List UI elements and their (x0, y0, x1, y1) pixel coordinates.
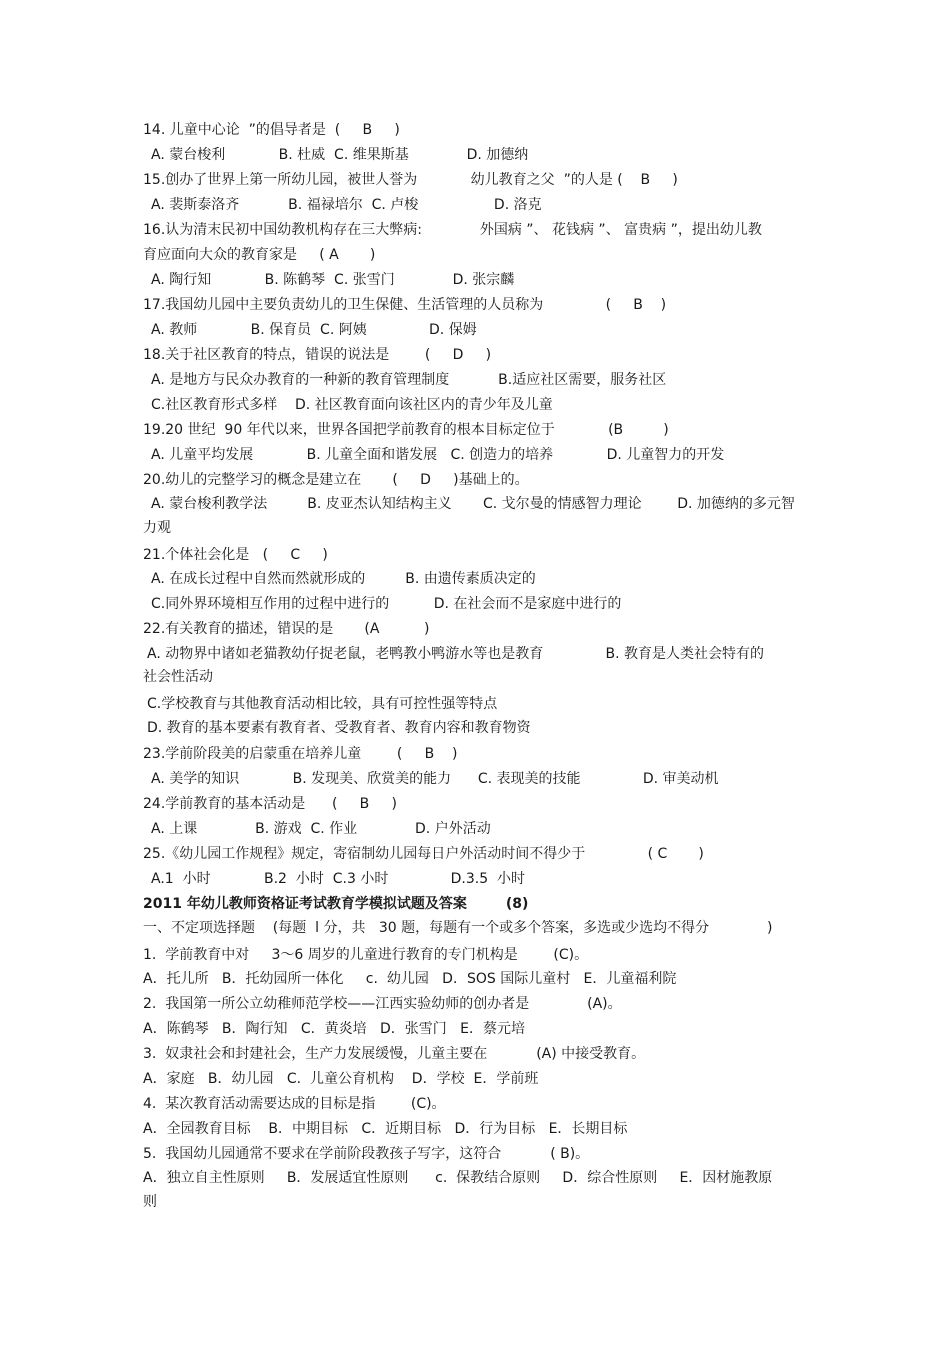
mc-question-5: 5. 我国幼儿园通常不要求在学前阶段教孩子写字，这符合 ( B)。 (143, 1146, 590, 1162)
options-25: A.1 小时 B.2 小时 C.3 小时 D.3.5 小时 (151, 871, 526, 887)
mc-options-5-cont: 则 (143, 1194, 157, 1210)
options-20-cont: 力观 (143, 520, 171, 536)
question-15: 15.创办了世界上第一所幼儿园，被世人誉为 幼儿教育之父 ”的人是 ( B ) (143, 172, 678, 188)
question-19: 19.20 世纪 90 年代以来，世界各国把学前教育的根本目标定位于 (B ) (143, 422, 669, 438)
question-20: 20.幼儿的完整学习的概念是建立在 ( D )基础上的。 (143, 472, 529, 488)
mc-options-3: A．家庭 B．幼儿园 C. 儿童公育机构 D．学校 E．学前班 (143, 1071, 539, 1087)
options-23: A. 美学的知识 B. 发现美、欣赏美的能力 C. 表现美的技能 D. 审美动机 (151, 771, 719, 787)
mc-options-5: A．独立自主性原则 B．发展适宜性原则 c. 保教结合原则 D．综合性原则 E．因材施教原 (143, 1170, 773, 1186)
options-15: A. 裴斯泰洛齐 B. 福禄培尔 C. 卢梭 D. 洛克 (151, 197, 542, 213)
mc-question-3: 3. 奴隶社会和封建社会，生产力发展缓慢，儿童主要在 (A) 中接受教育。 (143, 1046, 646, 1062)
options-22-ab-cont: 社会性活动 (143, 669, 213, 685)
question-18: 18.关于社区教育的特点，错误的说法是 ( D ) (143, 347, 492, 363)
options-18-ab: A. 是地方与民众办教育的一种新的教育管理制度 B.适应社区需要，服务社区 (151, 372, 667, 388)
options-21-ab: A. 在成长过程中自然而然就形成的 B. 由遗传素质决定的 (151, 571, 536, 587)
options-22-ab: A. 动物界中诸如老猫教幼仔捉老鼠，老鸭教小鸭游水等也是教育 B. 教育是人类社会特有的 (147, 646, 765, 662)
section-title: 2011 年幼儿教师资格证考试教育学模拟试题及答案 (8) (143, 896, 529, 912)
mc-options-2: A．陈鹤琴 B．陶行知 C．黄炎培 D．张雪门 E．蔡元培 (143, 1021, 525, 1037)
question-21: 21.个体社会化是 ( C ) (143, 547, 328, 563)
options-17: A. 教师 B. 保育员 C. 阿姨 D. 保姆 (151, 322, 477, 338)
options-16: A. 陶行知 B. 陈鹤琴 C. 张雪门 D. 张宗麟 (151, 272, 515, 288)
question-17: 17.我国幼儿园中主要负责幼儿的卫生保健、生活管理的人员称为 ( B ) (143, 297, 667, 313)
options-21-cd: C.同外界环境相互作用的过程中进行的 D. 在社会而不是家庭中进行的 (151, 596, 622, 612)
mc-options-4: A．全园教育目标 B．中期目标 C．近期目标 D．行为目标 E．长期目标 (143, 1121, 628, 1137)
question-24: 24.学前教育的基本活动是 ( B ) (143, 796, 397, 812)
options-22-c: C.学校教育与其他教育活动相比较，具有可控性强等特点 (147, 696, 498, 712)
options-22-d: D. 教育的基本要素有教育者、受教育者、教育内容和教育物资 (147, 720, 531, 736)
options-18-cd: C.社区教育形式多样 D. 社区教育面向该社区内的青少年及儿童 (151, 397, 553, 413)
mc-question-4: 4. 某次教育活动需要达成的目标是指 (C)。 (143, 1096, 446, 1112)
question-22: 22.有关教育的描述，错误的是 (A ) (143, 621, 430, 637)
question-14: 14. 儿童中心论 ”的倡导者是 ( B ) (143, 122, 400, 138)
options-20: A. 蒙台梭利教学法 B. 皮亚杰认知结构主义 C. 戈尔曼的情感智力理论 D. 加德纳的多元智 (151, 496, 795, 512)
mc-question-2: 2. 我国第一所公立幼稚师范学校——江西实验幼师的创办者是 (A)。 (143, 996, 622, 1012)
options-14: A. 蒙台梭利 B. 杜威 C. 维果斯基 D. 加德纳 (151, 147, 529, 163)
question-23: 23.学前阶段美的启蒙重在培养儿童 ( B ) (143, 746, 458, 762)
question-16: 16.认为清末民初中国幼教机构存在三大弊病: 外国病 ”、 花钱病 ”、 富贵病 ”，提出幼儿教 (143, 222, 762, 238)
section-instructions: 一、不定项选择题 (每题 l 分，共 30 题，每题有一个或多个答案，多选或少选均不得分 ) (143, 920, 773, 936)
mc-options-1: A．托儿所 B．托幼园所一体化 c. 幼儿园 D．SOS 国际儿童村 E．儿童福利院 (143, 971, 677, 987)
options-19: A. 儿童平均发展 B. 儿童全面和谐发展 C. 创造力的培养 D. 儿童智力的开发 (151, 447, 725, 463)
question-25: 25.《幼儿园工作规程》规定，寄宿制幼儿园每日户外活动时间不得少于 ( C ) (143, 846, 704, 862)
question-16-cont: 育应面向大众的教育家是 ( A ) (143, 247, 376, 263)
options-24: A. 上课 B. 游戏 C. 作业 D. 户外活动 (151, 821, 491, 837)
mc-question-1: 1. 学前教育中对 3～6 周岁的儿童进行教育的专门机构是 (C)。 (143, 947, 589, 963)
